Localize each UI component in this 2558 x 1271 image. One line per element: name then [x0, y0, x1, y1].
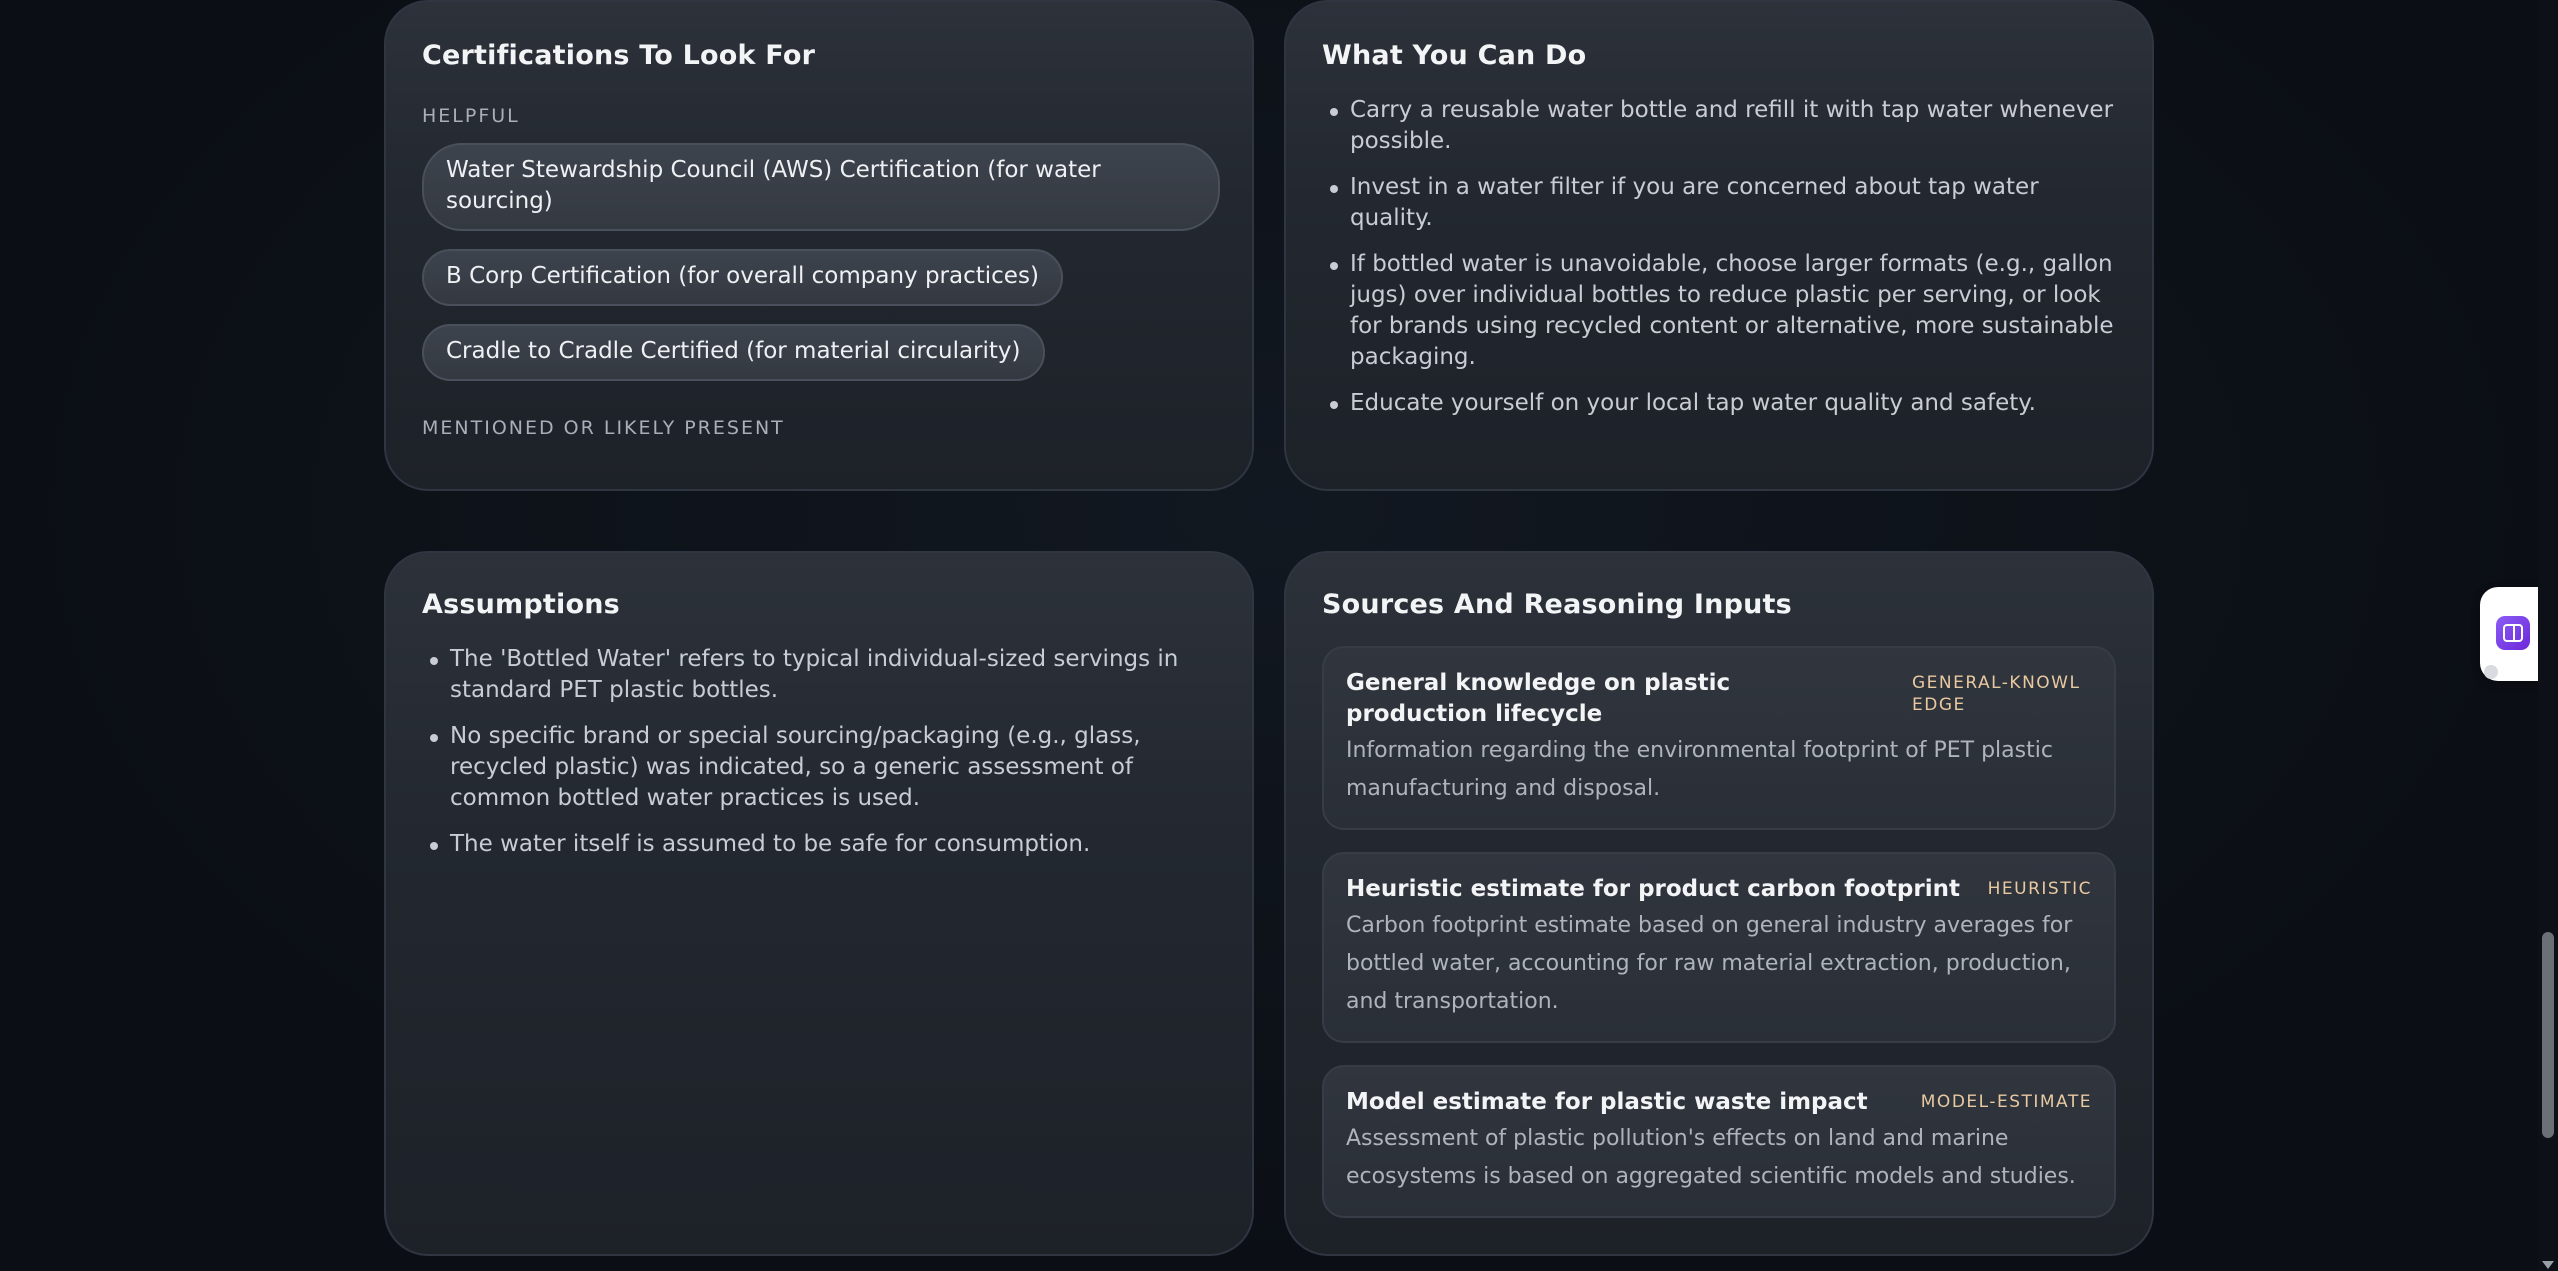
source-tag: MODEL-ESTIMATE — [1920, 1092, 2092, 1112]
scrollbar-thumb[interactable] — [2542, 932, 2554, 1138]
list-item: The 'Bottled Water' refers to typical individual-sized servings in standard PET plastic bottles. — [450, 644, 1216, 706]
list-item: Educate yourself on your local tap water quality and safety. — [1350, 388, 2116, 419]
certification-pill: B Corp Certification (for overall company practices) — [422, 249, 1063, 306]
source-description: Assessment of plastic pollution's effects on land and marine ecosystems is based on aggregated scientific models and studies. — [1346, 1126, 2076, 1189]
source-tag: GENERAL-KNOWLEDGE — [1912, 673, 2081, 715]
actions-list — [1322, 95, 2116, 419]
source-description: Carbon footprint estimate based on general industry averages for bottled water, accounting for raw material extraction, production, and transportation. — [1346, 913, 2073, 1014]
assumptions-list — [422, 644, 1216, 860]
source-title: General knowledge on plastic production lifecycle — [1346, 670, 1731, 727]
certification-pill: Cradle to Cradle Certified (for material circularity) — [422, 324, 1045, 381]
certifications-title: Certifications To Look For — [422, 40, 816, 71]
source-description: Information regarding the environmental footprint of PET plastic manufacturing and disposal. — [1346, 738, 2053, 801]
source-item — [1322, 1065, 2116, 1218]
source-title: Model estimate for plastic waste impact — [1346, 1089, 1868, 1115]
source-item — [1322, 852, 2116, 1043]
helpful-label: HELPFUL — [422, 105, 520, 127]
certification-pill: Water Stewardship Council (AWS) Certification (for water sourcing) — [422, 143, 1220, 231]
reader-panel-icon[interactable] — [2496, 616, 2530, 650]
assumptions-card — [384, 551, 1254, 1256]
side-panel-widget[interactable] — [2480, 587, 2538, 681]
certifications-card — [384, 0, 1254, 491]
list-item: If bottled water is unavoidable, choose larger formats (e.g., gallon jugs) over individual bottles to reduce plastic per serving, or look for brands using recycled content or alternative, more sustainable packaging. — [1350, 249, 2116, 373]
helpful-list — [422, 143, 1216, 399]
list-item: Invest in a water filter if you are concerned about tap water quality. — [1350, 172, 2116, 234]
what-you-can-do-title: What You Can Do — [1322, 40, 1587, 71]
page-scrollbar[interactable] — [2538, 0, 2558, 1271]
list-item: Carry a reusable water bottle and refill it with tap water whenever possible. — [1350, 95, 2116, 157]
sources-card — [1284, 551, 2154, 1256]
what-you-can-do-card — [1284, 0, 2154, 491]
list-item: The water itself is assumed to be safe for consumption. — [450, 829, 1216, 860]
sources-title: Sources And Reasoning Inputs — [1322, 589, 1792, 620]
source-item — [1322, 646, 2116, 830]
source-tag: HEURISTIC — [1987, 879, 2092, 899]
widget-handle-icon[interactable] — [2484, 665, 2498, 679]
source-title: Heuristic estimate for product carbon footprint — [1346, 876, 1960, 902]
mentioned-label: MENTIONED OR LIKELY PRESENT — [422, 417, 785, 439]
scroll-down-icon[interactable] — [2542, 1261, 2554, 1269]
list-item: No specific brand or special sourcing/packaging (e.g., glass, recycled plastic) was indicated, so a generic assessment of common bottled water practices is used. — [450, 721, 1216, 814]
assumptions-title: Assumptions — [422, 589, 620, 620]
